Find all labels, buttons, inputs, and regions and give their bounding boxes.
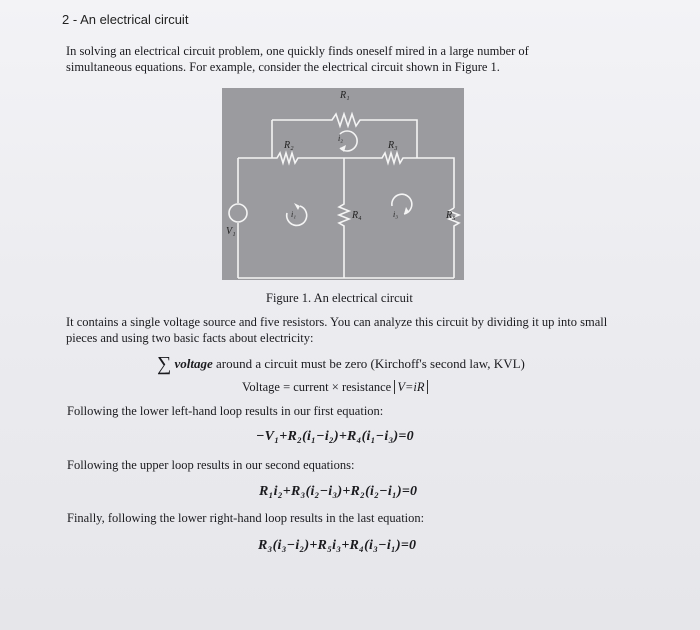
ohm-formula: V=iR — [394, 380, 427, 394]
sum-symbol: ∑ — [157, 353, 172, 375]
loop1-label: Following the lower left-hand loop results in our first equation: — [67, 404, 384, 418]
label-r1: R₁ — [340, 90, 350, 101]
loop1-equation: −V₁+R₂(i₁−i₂)+R₄(i₁−i₃)=0 — [256, 429, 414, 444]
loop2-equation: R₁i₂+R₃(i₂−i₃)+R₂(i₂−i₁)=0 — [259, 484, 418, 499]
label-r2: R₂ — [284, 140, 294, 151]
ohm-text: Voltage = current × resistance — [242, 380, 392, 394]
label-v1: V₁ — [226, 226, 236, 237]
label-r5: R₅ — [446, 210, 456, 221]
circuit-figure — [222, 88, 464, 280]
label-r4: R₄ — [352, 210, 362, 221]
loop3-label: Finally, following the lower right-hand loop results in the last equation: — [67, 511, 425, 525]
label-i3: i₃ — [393, 210, 399, 219]
intro-paragraph: In solving an electrical circuit problem, one quickly finds oneself mired in a large number of simultaneous equations. For example, consider the electrical circuit shown in Figure 1. — [66, 44, 529, 74]
label-i2: i₂ — [338, 134, 344, 143]
loop3-equation: R₃(i₃−i₂)+R₅i₃+R₄(i₃−i₁)=0 — [258, 538, 417, 553]
section-heading: 2 - An electrical circuit — [62, 12, 189, 27]
loop2-label: Following the upper loop results in our second equations: — [67, 458, 355, 472]
circuit-diagram — [222, 88, 464, 280]
analysis-paragraph: It contains a single voltage source and five resistors. You can analyze this circuit by dividing it up into small pieces and using two basic facts about electricity: — [66, 315, 608, 345]
kvl-rest: around a circuit must be zero (Kirchoff's second law, KVL) — [212, 356, 525, 371]
label-r3: R₃ — [388, 140, 398, 151]
kvl-term: voltage — [174, 356, 213, 371]
figure-caption: Figure 1. An electrical circuit — [266, 291, 413, 305]
ohm-law — [242, 380, 428, 395]
label-i1: i₁ — [291, 210, 297, 219]
kvl-statement — [157, 353, 525, 376]
